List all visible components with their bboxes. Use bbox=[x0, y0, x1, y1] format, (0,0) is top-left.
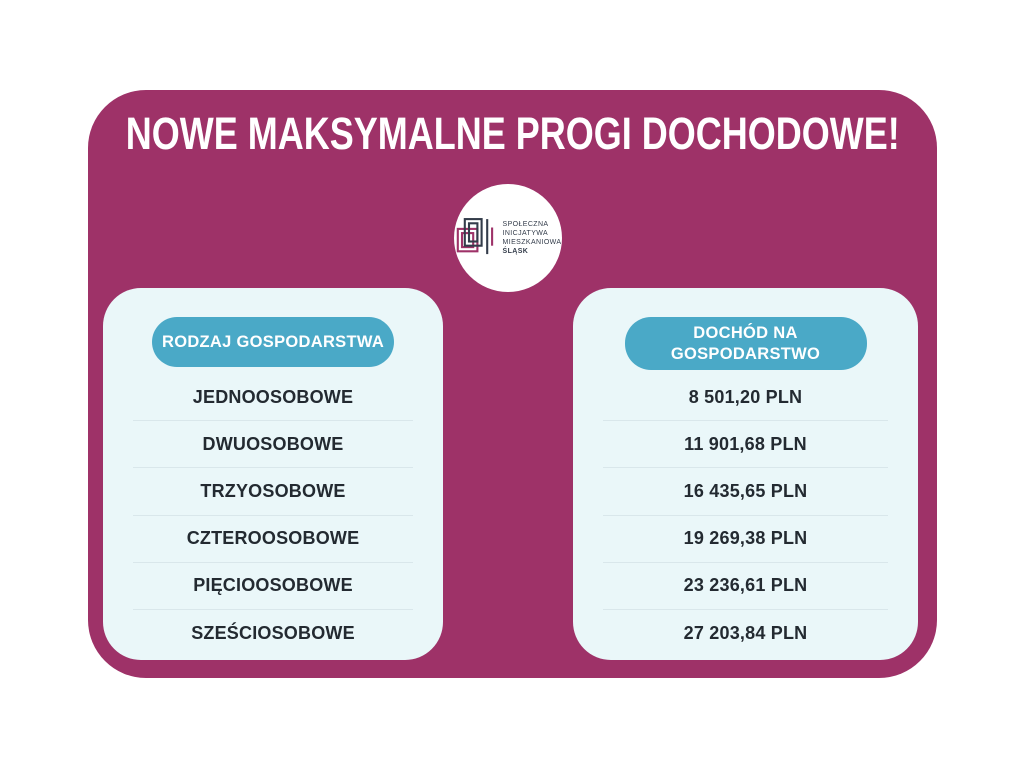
header-line: DOCHÓD NA bbox=[693, 324, 798, 342]
list-item: 16 435,65 PLN bbox=[603, 467, 888, 514]
list-item: 11 901,68 PLN bbox=[603, 420, 888, 467]
household-type-card bbox=[103, 288, 443, 660]
income-card bbox=[573, 288, 918, 660]
list-item: SZEŚCIOSOBOWE bbox=[133, 609, 413, 656]
logo-line-1: SPOŁECZNA bbox=[502, 220, 549, 228]
list-item: JEDNOOSOBOWE bbox=[192, 386, 354, 407]
list-item: 19 269,38 PLN bbox=[603, 515, 888, 562]
household-type-header-pill bbox=[152, 317, 394, 367]
income-header-pill bbox=[625, 317, 867, 370]
list-item: PIĘCIOOSOBOWE bbox=[133, 562, 413, 609]
header-line: RODZAJ GOSPODARSTWA bbox=[161, 332, 385, 351]
list-item: 27 203,84 PLN bbox=[603, 609, 888, 656]
list-item: TRZYOSOBOWE bbox=[133, 467, 413, 514]
logo-wordmark bbox=[503, 220, 562, 256]
income-list bbox=[573, 374, 918, 656]
poster-title: NOWE MAKSYMALNE PROGI DOCHODOWE! bbox=[125, 108, 900, 159]
logo-line-4: ŚLĄSK bbox=[502, 248, 529, 256]
household-type-list bbox=[103, 374, 443, 656]
title-banner bbox=[88, 106, 937, 162]
list-item: 8 501,20 PLN bbox=[688, 386, 803, 407]
logo-line-3: MIESZKANIOWA bbox=[502, 239, 562, 246]
sim-logo-mark-icon bbox=[455, 213, 497, 263]
list-item: 23 236,61 PLN bbox=[603, 562, 888, 609]
sim-slask-logo bbox=[454, 184, 562, 292]
list-item: CZTEROOSOBOWE bbox=[133, 515, 413, 562]
list-item: DWUOSOBOWE bbox=[133, 420, 413, 467]
header-line: GOSPODARSTWO bbox=[670, 344, 821, 363]
logo-line-2: INICJATYWA bbox=[502, 229, 549, 237]
main-panel bbox=[88, 90, 937, 678]
